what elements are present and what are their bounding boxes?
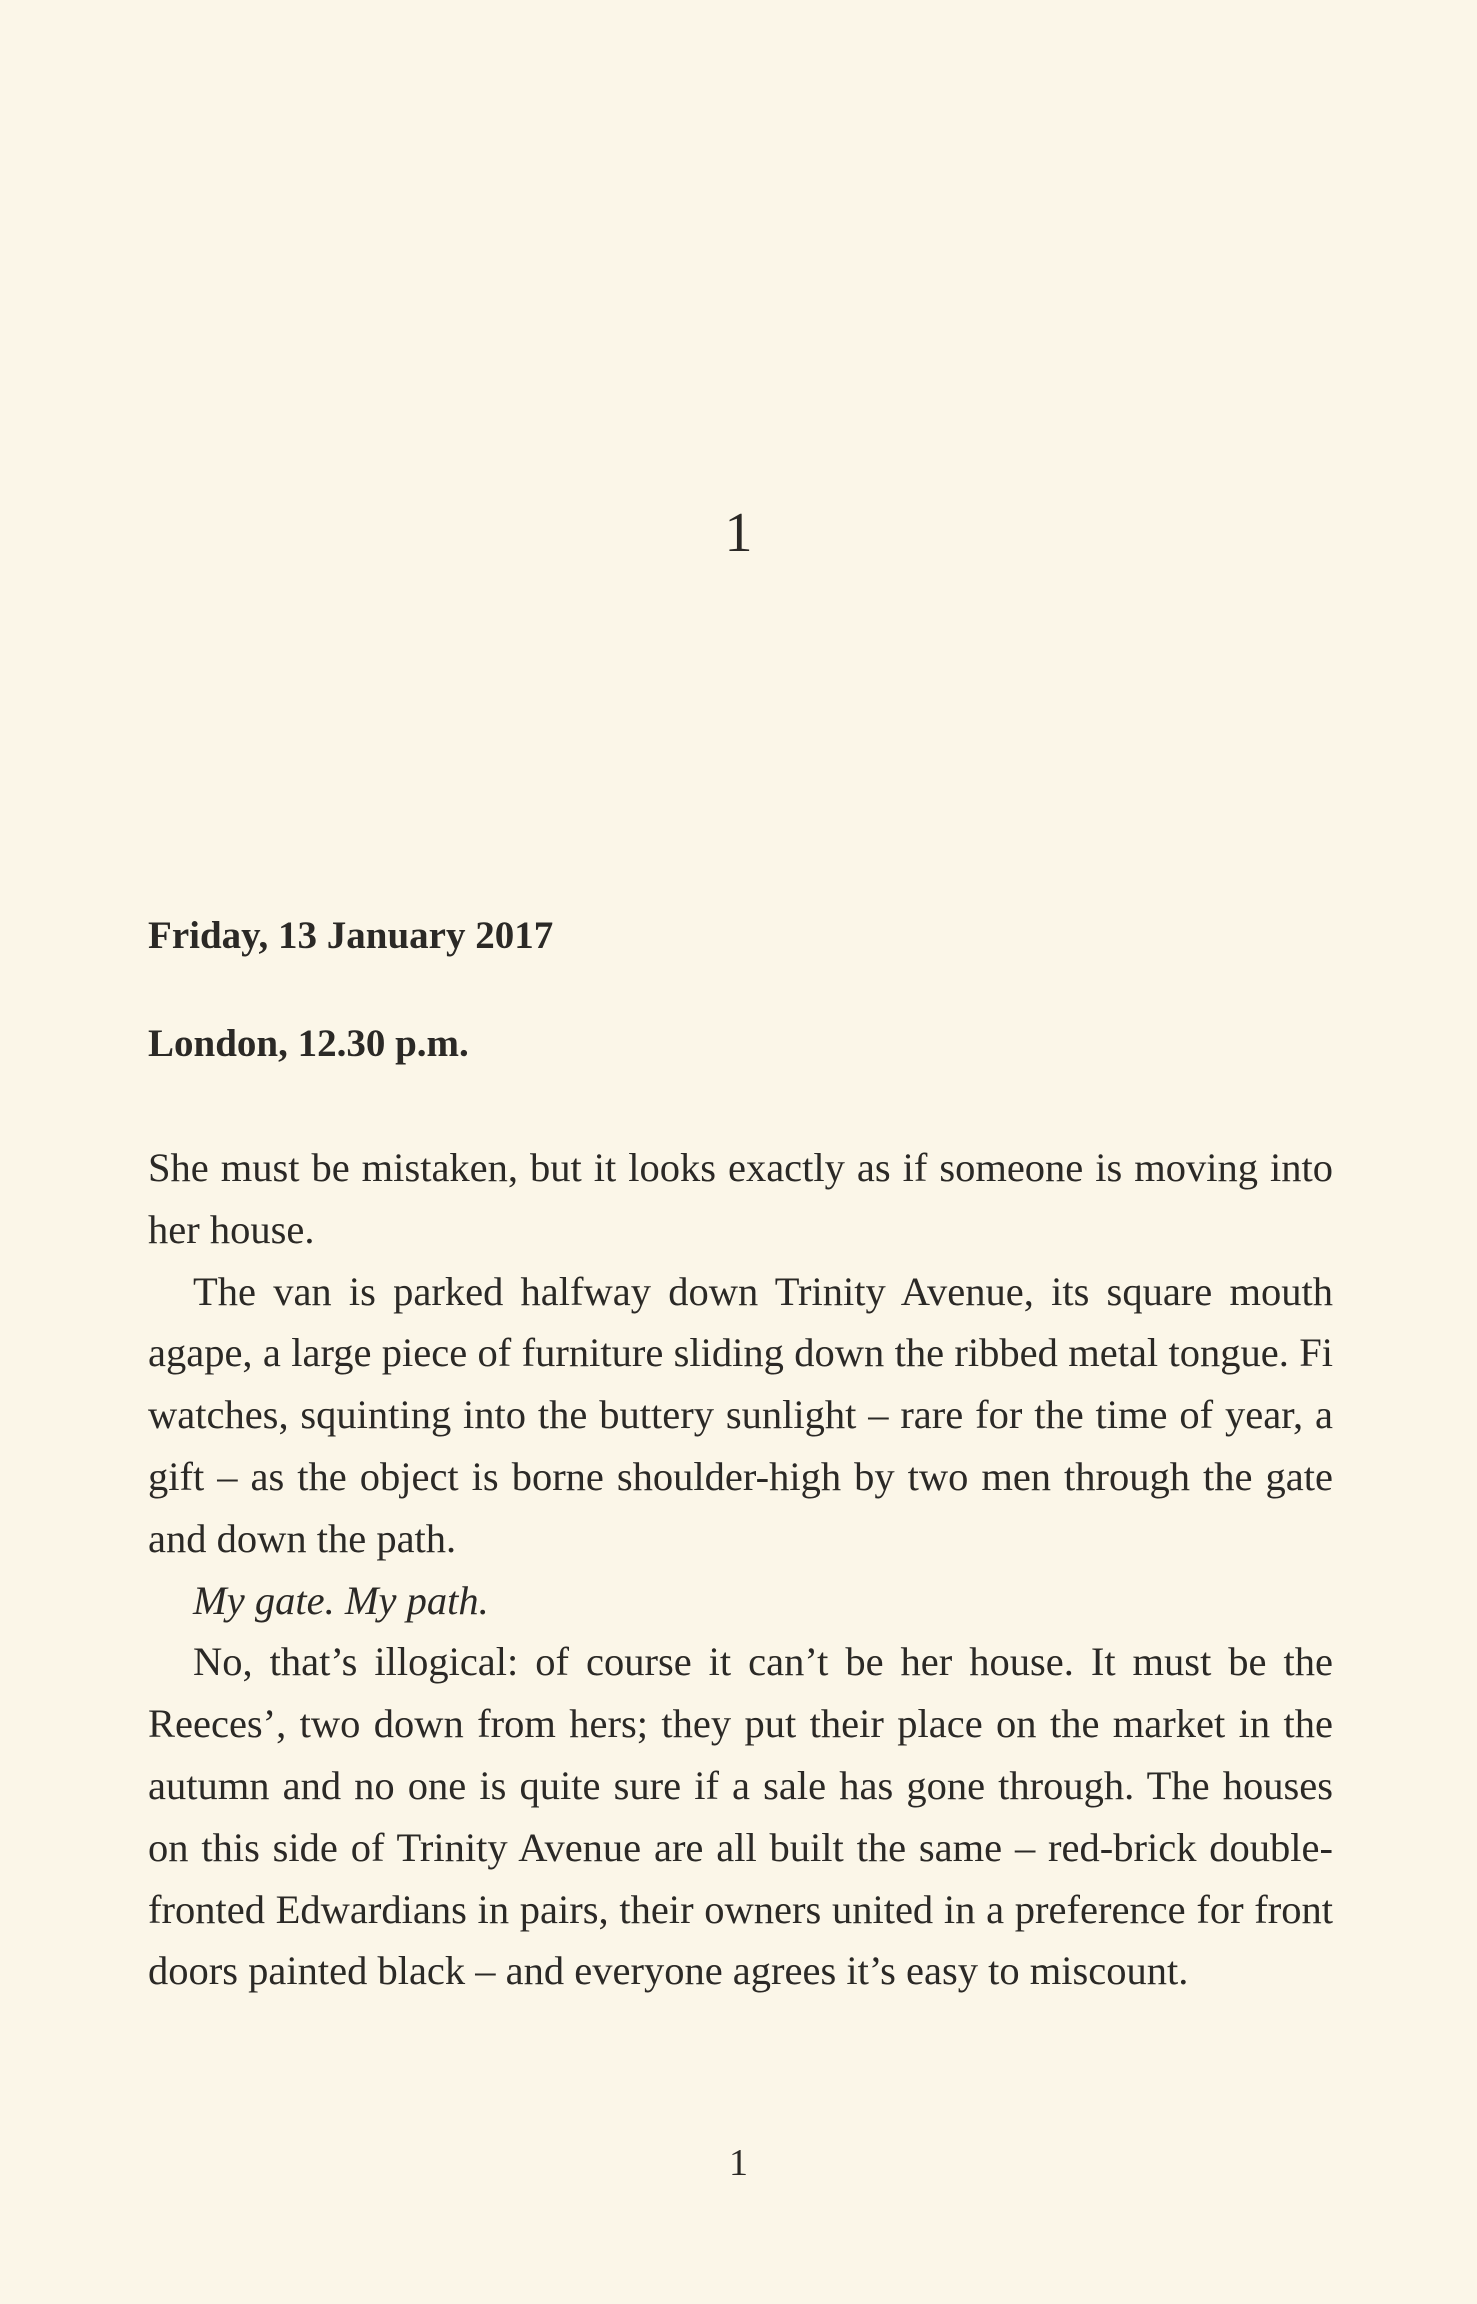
- paragraph-opening: She must be mistaken, but it looks exactly as if someone is moving into her house.: [148, 1145, 1333, 1252]
- paragraph-van: The van is parked halfway down Trinity Avenue, its square mouth agape, a large piece of furniture sliding down the ribbed metal tongue. Fi watches, squinting into the buttery sunlight – rare for the time of year, a gift – as the object is borne shoulder-high by two men through the gate and down the path.: [148, 1268, 1333, 1561]
- section-heading-date: Friday, 13 January 2017: [148, 914, 554, 957]
- body-text: [148, 1137, 1333, 2002]
- section-heading-place: London, 12.30 p.m.: [148, 1022, 469, 1065]
- italic-thought: My gate. My path.: [193, 1577, 489, 1623]
- page-number: 1: [729, 2142, 748, 2184]
- paragraph-my-gate: [148, 1570, 1333, 1632]
- paragraph-illogical: No, that’s illogical: of course it can’t be her house. It must be the Reeces’, two down from hers; they put their place on the market in the autumn and no one is quite sure if a sale has gone through. The houses on this side of Trinity Avenue are all built the same – red-brick double-fronted Edwardians in pairs, their owners united in a preference for front doors painted black – and everyone agrees it’s easy to miscount.: [148, 1639, 1333, 1994]
- chapter-number: 1: [724, 502, 753, 564]
